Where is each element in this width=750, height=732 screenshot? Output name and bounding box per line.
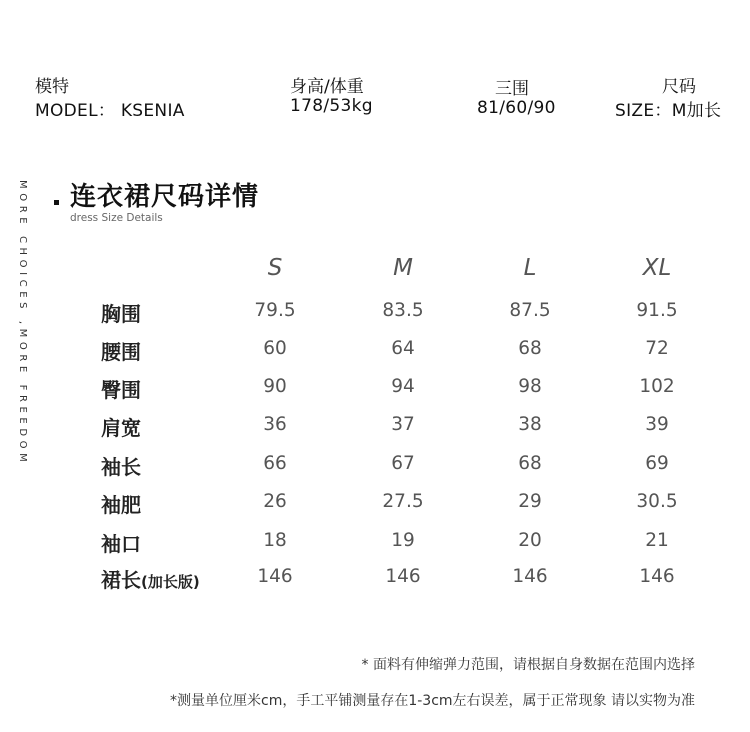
model-label: 模特 [35, 77, 69, 97]
row-label [101, 564, 200, 593]
row-label [101, 298, 141, 327]
row-label [101, 489, 141, 518]
size-label: 尺码 [662, 77, 696, 97]
measurement-note: *测量单位厘米cm，手工平铺测量存在1-3cm左右误差，属于正常现象 请以实物为准 [170, 693, 695, 709]
table-cell: 72 [645, 338, 669, 359]
table-cell: 79.5 [254, 300, 296, 321]
table-cell: 68 [518, 338, 542, 359]
height-weight-value: 178/53kg [290, 96, 373, 116]
row-label-text: 腰围 [101, 340, 141, 364]
table-cell: 27.5 [382, 491, 424, 512]
table-cell: 94 [391, 376, 415, 397]
section-title: 连衣裙尺码详情 [70, 182, 260, 212]
row-label-text: 袖口 [101, 532, 141, 556]
table-cell: 102 [639, 376, 675, 397]
title-bullet-icon [54, 200, 59, 205]
table-cell: 68 [518, 453, 542, 474]
size-header-xl: XL [642, 255, 672, 281]
table-cell: 38 [518, 414, 542, 435]
table-cell: 39 [645, 414, 669, 435]
table-cell: 60 [263, 338, 287, 359]
row-label-text: 裙长 [101, 568, 141, 592]
table-cell: 69 [645, 453, 669, 474]
table-cell: 98 [518, 376, 542, 397]
row-label-text: 胸围 [101, 302, 141, 326]
row-label [101, 336, 141, 365]
row-label-text: 袖肥 [101, 493, 141, 517]
table-cell: 29 [518, 491, 542, 512]
table-cell: 20 [518, 530, 542, 551]
table-cell: 19 [391, 530, 415, 551]
table-cell: 90 [263, 376, 287, 397]
table-cell: 87.5 [509, 300, 551, 321]
table-cell: 66 [263, 453, 287, 474]
table-cell: 146 [512, 566, 548, 587]
table-cell: 30.5 [636, 491, 678, 512]
table-cell: 146 [385, 566, 421, 587]
row-label [101, 412, 141, 441]
row-label-suffix: (加长版) [141, 573, 200, 591]
model-value: MODEL： KSENIA [35, 101, 185, 121]
table-cell: 64 [391, 338, 415, 359]
table-cell: 146 [639, 566, 675, 587]
measurements-label: 三围 [495, 79, 529, 99]
measurements-value: 81/60/90 [477, 98, 556, 118]
row-label [101, 374, 141, 403]
row-label-text: 肩宽 [101, 416, 141, 440]
table-cell: 36 [263, 414, 287, 435]
table-cell: 26 [263, 491, 287, 512]
table-cell: 91.5 [636, 300, 678, 321]
table-cell: 21 [645, 530, 669, 551]
table-cell: 146 [257, 566, 293, 587]
table-cell: 83.5 [382, 300, 424, 321]
height-weight-label: 身高/体重 [290, 77, 364, 97]
row-label-text: 臀围 [101, 378, 141, 402]
table-cell: 67 [391, 453, 415, 474]
size-header-l: L [523, 255, 537, 281]
row-label [101, 528, 141, 557]
table-cell: 18 [263, 530, 287, 551]
row-label-text: 袖长 [101, 455, 141, 479]
section-subtitle: dress Size Details [70, 212, 163, 224]
size-value: SIZE：M加长 [615, 101, 722, 121]
size-header-m: M [393, 255, 413, 281]
table-cell: 37 [391, 414, 415, 435]
elasticity-note: * 面料有伸缩弹力范围，请根据自身数据在范围内选择 [361, 657, 695, 673]
row-label [101, 451, 141, 480]
size-header-s: S [267, 255, 283, 281]
side-slogan: MORE CHOICES ,MORE FREEDOM [17, 180, 28, 467]
